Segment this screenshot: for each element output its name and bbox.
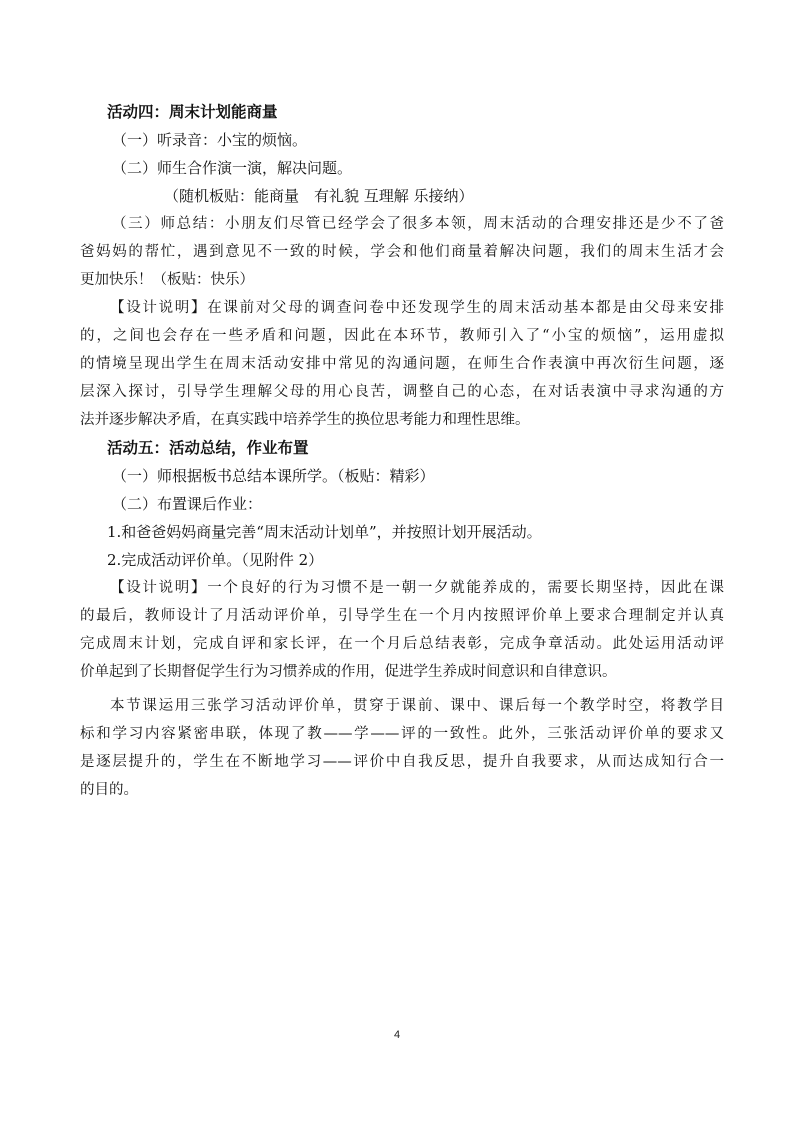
page-number: 4 bbox=[393, 1029, 401, 1041]
paragraph-line: 价单起到了长期督促学生行为习惯养成的作用，促进学生养成时间意识和自律意识。 bbox=[80, 664, 617, 680]
paragraph-line: 更加快乐！（板贴：快乐） bbox=[80, 272, 254, 288]
paragraph-line: 爸妈妈的帮忙，遇到意见不一致的时候，学会和他们商量着解决问题，我们的周末生活才会 bbox=[80, 244, 724, 260]
activity5-heading: 活动五：活动总结，作业布置 bbox=[107, 438, 309, 457]
homework-item-1: 1.和爸爸妈妈商量完善“周末活动计划单”，并按照计划开展活动。 bbox=[107, 523, 542, 541]
paragraph-line: 的最后，教师设计了月活动评价单，引导学生在一个月内按照评价单上要求合理制定并认真 bbox=[80, 608, 724, 624]
paragraph-line: 的，之间也会存在一些矛盾和问题，因此在本环节，教师引入了“小宝的烦恼”，运用虚拟 bbox=[80, 328, 724, 344]
activity4-design-note bbox=[80, 294, 724, 434]
paragraph-line: 【设计说明】在课前对父母的调查问卷中还发现学生的周末活动基本都是由父母来安排 bbox=[110, 300, 724, 316]
activity4-step2: （二）师生合作演一演，解决问题。 bbox=[112, 159, 353, 177]
paragraph-line: （三）师总结：小朋友们尽管已经学会了很多本领，周末活动的合理安排还是少不了爸 bbox=[112, 216, 724, 232]
paragraph-line: 法并逐步解决矛盾，在真实践中培养学生的换位思考能力和理性思维。 bbox=[80, 412, 530, 428]
paragraph-line: 的目的。 bbox=[80, 782, 138, 798]
activity4-heading: 活动四：周末计划能商量 bbox=[107, 102, 278, 121]
activity5-design-note bbox=[80, 574, 724, 686]
paragraph-line: 标和学习内容紧密串联，体现了教——学——评的一致性。此外，三张活动评价单的要求又 bbox=[80, 726, 724, 742]
activity4-board-note: （随机板贴：能商量 有礼貌 互理解 乐接纳） bbox=[164, 187, 474, 205]
paragraph-line: 本节课运用三张学习活动评价单，贯穿于课前、课中、课后每一个教学时空，将教学目 bbox=[110, 698, 724, 714]
paragraph-line: 的情境呈现出学生在周末活动安排中常见的沟通问题，在师生合作表演中再次衍生问题，逐 bbox=[80, 356, 724, 372]
paragraph-line: 完成周末计划，完成自评和家长评，在一个月后总结表彰，完成争章活动。此处运用活动评 bbox=[80, 636, 724, 652]
document-page bbox=[80, 98, 724, 804]
paragraph-line: 【设计说明】一个良好的行为习惯不是一朝一夕就能养成的，需要长期坚持，因此在课 bbox=[110, 580, 724, 596]
activity4-step3-paragraph bbox=[80, 210, 724, 294]
lesson-summary bbox=[80, 692, 724, 804]
activity5-step1: （一）师根据板书总结本课所学。（板贴：精彩） bbox=[112, 467, 435, 485]
homework-item-2: 2.完成活动评价单。（见附件 2） bbox=[107, 551, 324, 569]
paragraph-line: 层深入探讨，引导学生理解父母的用心良苦，调整自己的心态，在对话表演中寻求沟通的方 bbox=[80, 384, 724, 400]
activity4-step1: （一）听录音：小宝的烦恼。 bbox=[112, 131, 308, 149]
activity5-step2: （二）布置课后作业： bbox=[112, 495, 263, 513]
paragraph-line: 是逐层提升的，学生在不断地学习——评价中自我反思，提升自我要求，从而达成知行合一 bbox=[80, 754, 724, 770]
